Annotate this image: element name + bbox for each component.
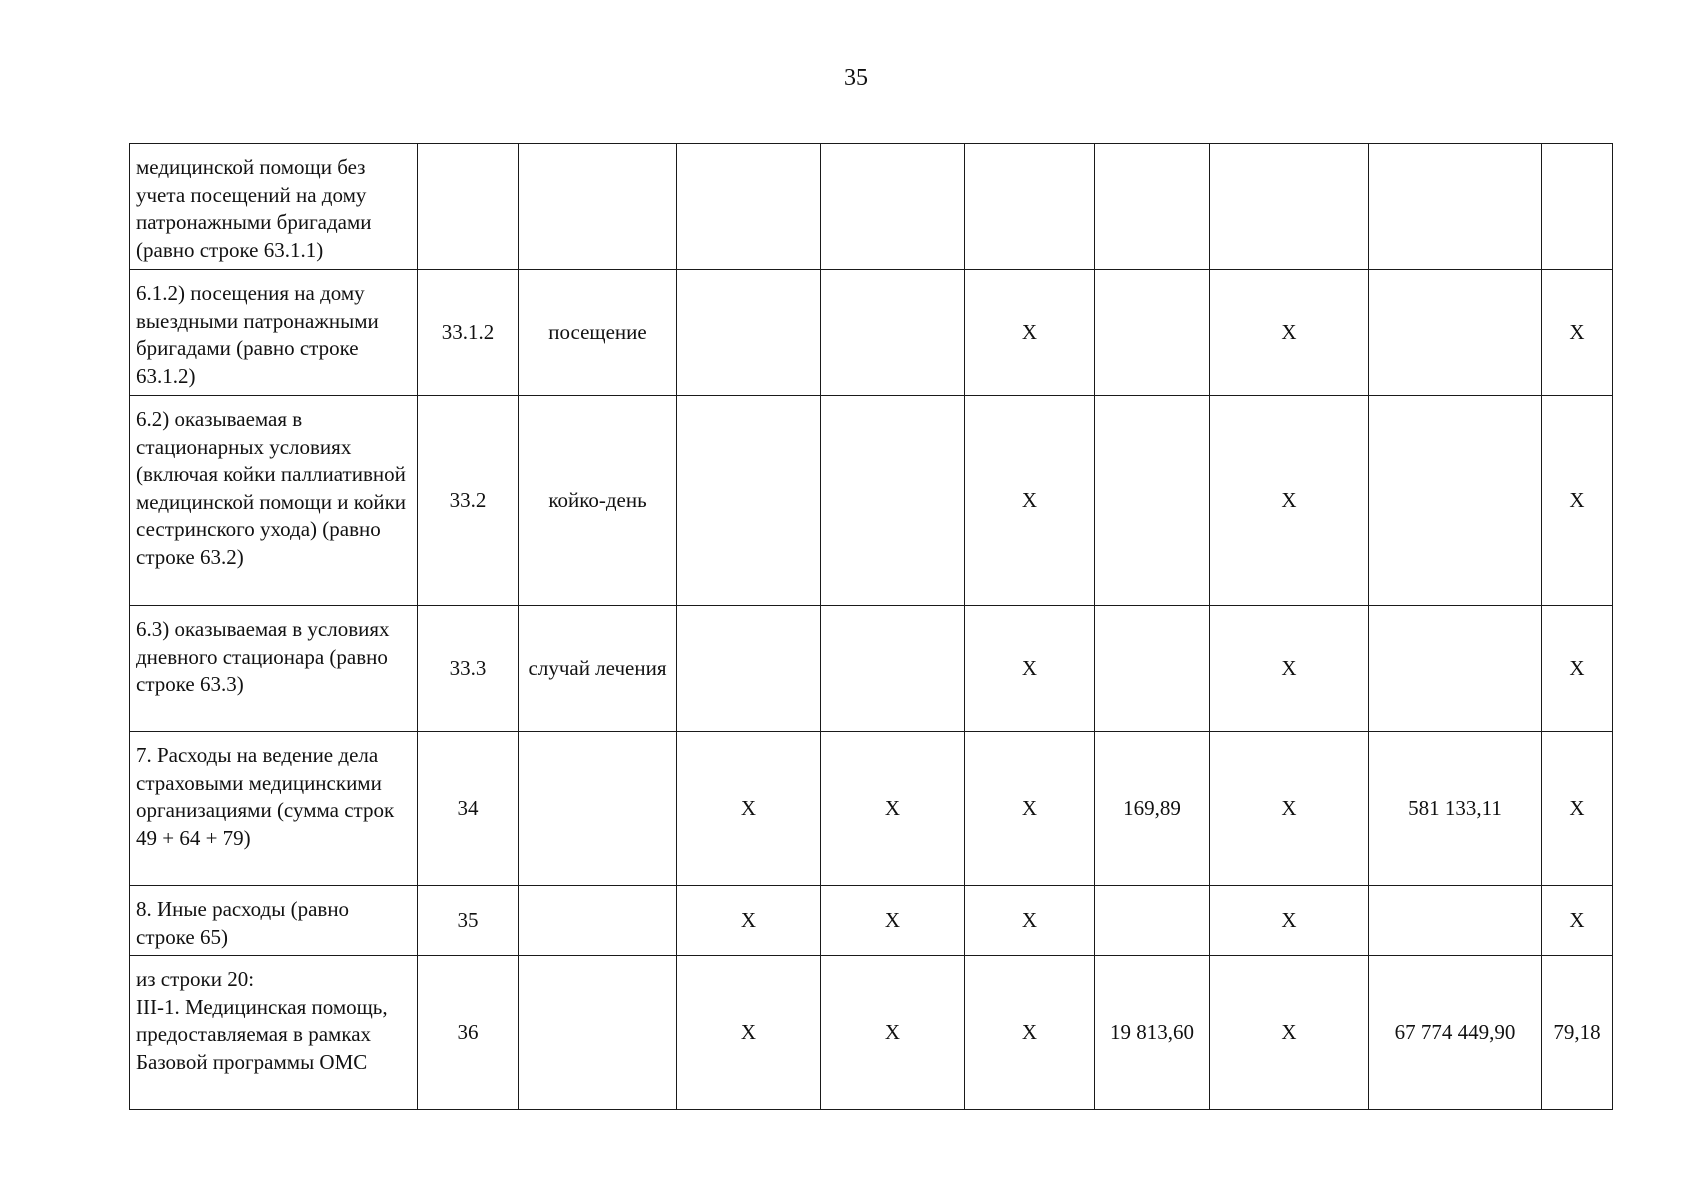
row-unit: случай лечения [519,606,677,732]
table-cell: X [1542,606,1613,732]
table-cell: X [965,270,1095,396]
table-cell [821,396,965,606]
row-unit: посещение [519,270,677,396]
table-cell [821,144,965,270]
row-number: 34 [418,732,519,886]
table-cell [677,606,821,732]
row-description: медицинской помощи без учета посещений на дому патронажными бригадами (равно строке 63.1.1) [130,144,418,270]
table-cell [821,606,965,732]
table-row [130,732,1613,886]
table-row [130,606,1613,732]
row-description: 7. Расходы на ведение дела страховыми медицинскими организациями (сумма строк 49 + 64 + 79) [130,732,418,886]
table-cell [677,144,821,270]
table-cell [1095,144,1210,270]
table-cell [1369,606,1542,732]
row-description: 6.1.2) посещения на дому выездными патронажными бригадами (равно строке 63.1.2) [130,270,418,396]
table-cell [965,144,1095,270]
row-number: 35 [418,886,519,956]
row-unit [519,886,677,956]
table-cell: X [1542,396,1613,606]
table-cell: X [1542,270,1613,396]
table-cell: 19 813,60 [1095,956,1210,1110]
table-cell [1369,270,1542,396]
table-cell: X [821,956,965,1110]
table-cell: X [965,606,1095,732]
row-number: 33.1.2 [418,270,519,396]
table-row [130,886,1613,956]
row-number: 33.2 [418,396,519,606]
row-description: 6.3) оказываемая в условиях дневного стационара (равно строке 63.3) [130,606,418,732]
table-cell: X [965,732,1095,886]
row-unit: койко-день [519,396,677,606]
row-unit [519,956,677,1110]
table-cell: X [1210,396,1369,606]
expense-table [129,143,1613,1110]
row-description: 6.2) оказываемая в стационарных условиях (включая койки паллиативной медицинской помощи и койки сестринского ухода) (равно строке 63.2) [130,396,418,606]
table-row [130,956,1613,1110]
table-cell: X [1210,956,1369,1110]
row-number [418,144,519,270]
page-number: 35 [844,65,868,91]
row-number: 36 [418,956,519,1110]
row-number: 33.3 [418,606,519,732]
table-row [130,270,1613,396]
table-cell: X [677,732,821,886]
table-cell: X [677,956,821,1110]
table-cell: X [965,956,1095,1110]
table-cell: X [965,886,1095,956]
table-cell: X [1210,606,1369,732]
row-description: 8. Иные расходы (равно строке 65) [130,886,418,956]
table-cell [821,270,965,396]
table-cell: X [1210,732,1369,886]
table-cell: X [677,886,821,956]
table-body [130,144,1613,1110]
table-cell: X [965,396,1095,606]
table-cell: 169,89 [1095,732,1210,886]
table-cell: X [821,886,965,956]
table-cell [1095,396,1210,606]
table-cell: X [821,732,965,886]
table-cell [1210,144,1369,270]
row-unit [519,144,677,270]
table-cell: X [1542,732,1613,886]
table-cell: 581 133,11 [1369,732,1542,886]
table-row [130,396,1613,606]
table-cell: X [1210,270,1369,396]
table-cell: X [1210,886,1369,956]
table-cell: 79,18 [1542,956,1613,1110]
table-cell [1095,606,1210,732]
row-description: из строки 20: III-1. Медицинская помощь, предоставляемая в рамках Базовой программы ОМС [130,956,418,1110]
table-cell [1369,886,1542,956]
table-cell [1369,144,1542,270]
table-cell [1542,144,1613,270]
table-cell [677,396,821,606]
table-cell: 67 774 449,90 [1369,956,1542,1110]
table-cell [1095,270,1210,396]
table-cell [677,270,821,396]
row-unit [519,732,677,886]
table-cell: X [1542,886,1613,956]
table-cell [1095,886,1210,956]
table-row [130,144,1613,270]
table-cell [1369,396,1542,606]
